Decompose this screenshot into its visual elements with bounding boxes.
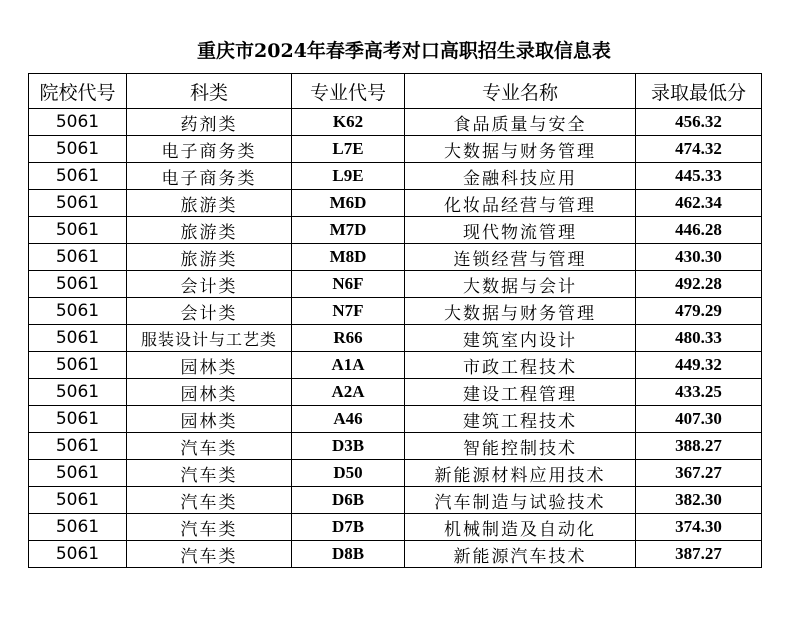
cell-category: 旅游类 [127, 244, 292, 271]
cell-min-score: 449.32 [636, 352, 762, 379]
header-min-score: 录取最低分 [636, 74, 762, 109]
cell-category: 汽车类 [127, 460, 292, 487]
cell-min-score: 492.28 [636, 271, 762, 298]
table-row [29, 244, 762, 271]
cell-school-code: 5061 [29, 460, 127, 487]
cell-major-name: 金融科技应用 [405, 163, 636, 190]
table-row [29, 136, 762, 163]
cell-school-code: 5061 [29, 136, 127, 163]
table-row [29, 325, 762, 352]
cell-major-code: N7F [292, 298, 405, 325]
admission-table [28, 73, 762, 568]
table-row [29, 271, 762, 298]
cell-category: 汽车类 [127, 514, 292, 541]
cell-min-score: 445.33 [636, 163, 762, 190]
cell-major-name: 机械制造及自动化 [405, 514, 636, 541]
cell-major-name: 大数据与财务管理 [405, 298, 636, 325]
cell-major-code: D8B [292, 541, 405, 568]
cell-major-name: 建设工程管理 [405, 379, 636, 406]
cell-major-name: 市政工程技术 [405, 352, 636, 379]
cell-category: 园林类 [127, 379, 292, 406]
cell-major-name: 建筑室内设计 [405, 325, 636, 352]
cell-school-code: 5061 [29, 487, 127, 514]
cell-major-code: A2A [292, 379, 405, 406]
table-row [29, 109, 762, 136]
cell-major-code: A46 [292, 406, 405, 433]
cell-school-code: 5061 [29, 163, 127, 190]
cell-major-name: 现代物流管理 [405, 217, 636, 244]
header-school-code: 院校代号 [29, 74, 127, 109]
cell-school-code: 5061 [29, 325, 127, 352]
cell-major-code: A1A [292, 352, 405, 379]
cell-major-code: L7E [292, 136, 405, 163]
cell-major-code: M8D [292, 244, 405, 271]
table-header-row [29, 74, 762, 109]
cell-school-code: 5061 [29, 271, 127, 298]
cell-major-code: D6B [292, 487, 405, 514]
header-major-name: 专业名称 [405, 74, 636, 109]
cell-school-code: 5061 [29, 190, 127, 217]
cell-major-name: 汽车制造与试验技术 [405, 487, 636, 514]
cell-min-score: 479.29 [636, 298, 762, 325]
cell-school-code: 5061 [29, 379, 127, 406]
cell-category: 汽车类 [127, 541, 292, 568]
cell-category: 旅游类 [127, 190, 292, 217]
header-major-code: 专业代号 [292, 74, 405, 109]
cell-min-score: 387.27 [636, 541, 762, 568]
page-title: 重庆市2024年春季高考对口高职招生录取信息表 [197, 40, 611, 62]
table-row [29, 298, 762, 325]
cell-school-code: 5061 [29, 352, 127, 379]
cell-major-name: 新能源汽车技术 [405, 541, 636, 568]
cell-category: 电子商务类 [127, 163, 292, 190]
cell-min-score: 374.30 [636, 514, 762, 541]
cell-category: 电子商务类 [127, 136, 292, 163]
cell-category: 汽车类 [127, 487, 292, 514]
cell-min-score: 382.30 [636, 487, 762, 514]
table-row [29, 433, 762, 460]
cell-major-code: M6D [292, 190, 405, 217]
cell-major-name: 新能源材料应用技术 [405, 460, 636, 487]
cell-school-code: 5061 [29, 541, 127, 568]
table-row [29, 163, 762, 190]
cell-school-code: 5061 [29, 109, 127, 136]
cell-category: 旅游类 [127, 217, 292, 244]
cell-min-score: 446.28 [636, 217, 762, 244]
table-row [29, 487, 762, 514]
cell-major-name: 食品质量与安全 [405, 109, 636, 136]
cell-major-code: N6F [292, 271, 405, 298]
cell-major-name: 大数据与会计 [405, 271, 636, 298]
cell-min-score: 388.27 [636, 433, 762, 460]
table-row [29, 217, 762, 244]
table-row [29, 352, 762, 379]
cell-school-code: 5061 [29, 217, 127, 244]
cell-school-code: 5061 [29, 514, 127, 541]
table-row [29, 514, 762, 541]
header-category: 科类 [127, 74, 292, 109]
cell-category: 服装设计与工艺类 [127, 325, 292, 352]
cell-min-score: 480.33 [636, 325, 762, 352]
cell-min-score: 430.30 [636, 244, 762, 271]
cell-major-code: D50 [292, 460, 405, 487]
cell-min-score: 433.25 [636, 379, 762, 406]
cell-major-code: D3B [292, 433, 405, 460]
cell-min-score: 367.27 [636, 460, 762, 487]
cell-major-code: D7B [292, 514, 405, 541]
cell-min-score: 474.32 [636, 136, 762, 163]
table-row [29, 406, 762, 433]
cell-category: 汽车类 [127, 433, 292, 460]
cell-major-code: R66 [292, 325, 405, 352]
cell-major-name: 建筑工程技术 [405, 406, 636, 433]
cell-category: 药剂类 [127, 109, 292, 136]
cell-category: 园林类 [127, 352, 292, 379]
table-row [29, 379, 762, 406]
cell-min-score: 407.30 [636, 406, 762, 433]
cell-min-score: 456.32 [636, 109, 762, 136]
cell-major-code: L9E [292, 163, 405, 190]
table-row [29, 541, 762, 568]
cell-major-code: M7D [292, 217, 405, 244]
cell-major-code: K62 [292, 109, 405, 136]
cell-school-code: 5061 [29, 298, 127, 325]
cell-category: 会计类 [127, 298, 292, 325]
table-row [29, 190, 762, 217]
cell-school-code: 5061 [29, 406, 127, 433]
cell-category: 园林类 [127, 406, 292, 433]
cell-category: 会计类 [127, 271, 292, 298]
table-row [29, 460, 762, 487]
cell-major-name: 连锁经营与管理 [405, 244, 636, 271]
cell-major-name: 智能控制技术 [405, 433, 636, 460]
cell-major-name: 大数据与财务管理 [405, 136, 636, 163]
cell-major-name: 化妆品经营与管理 [405, 190, 636, 217]
cell-min-score: 462.34 [636, 190, 762, 217]
cell-school-code: 5061 [29, 433, 127, 460]
cell-school-code: 5061 [29, 244, 127, 271]
